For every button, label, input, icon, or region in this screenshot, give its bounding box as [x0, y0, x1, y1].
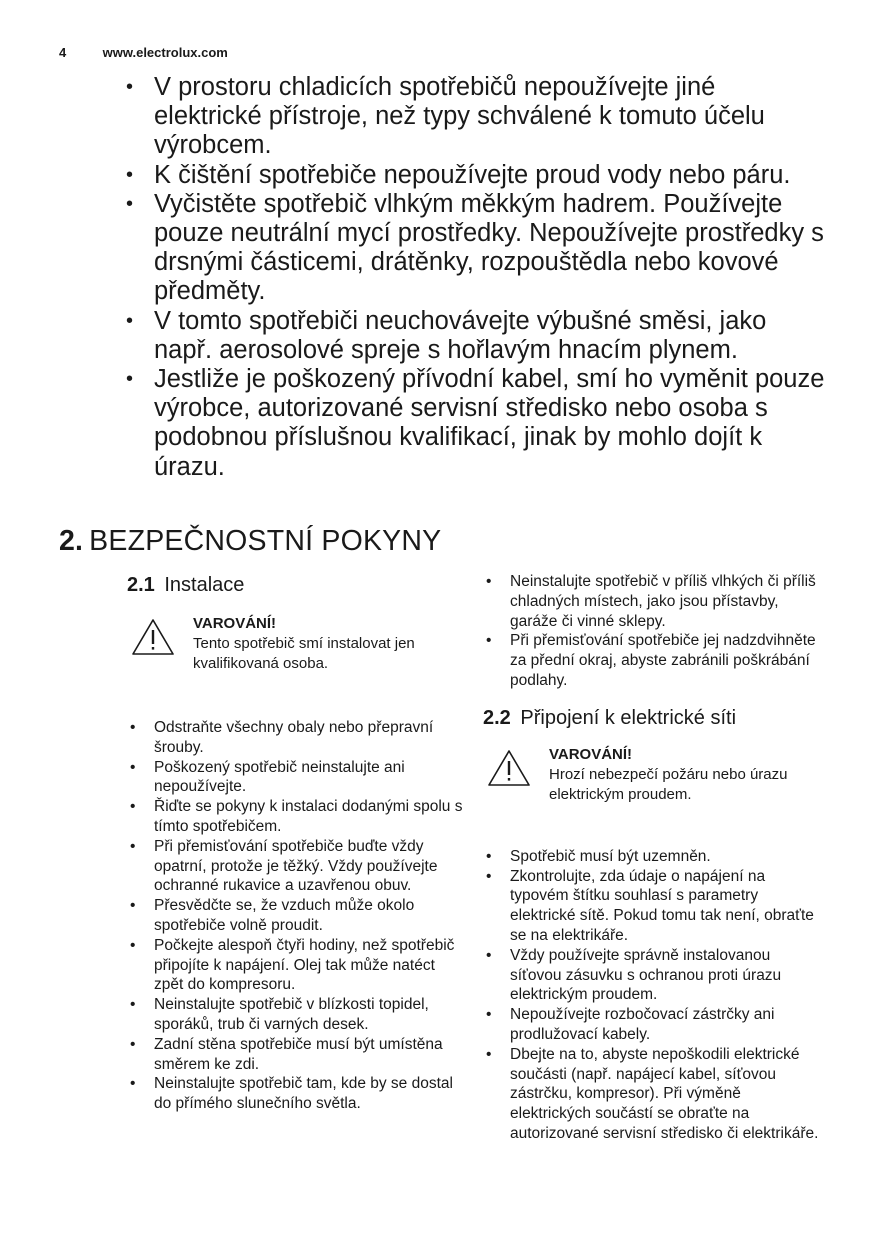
subsection-title-text: Připojení k elektrické síti [520, 706, 737, 729]
right-column [483, 572, 823, 1144]
subsection-number: 2.1 [127, 574, 155, 596]
list-item: • Zkontrolujte, zda údaje o napájení na typovém štítku souhlasí s parametry elektrické sítě. Pokud tomu tak není, obraťte se na elektrikáře. [483, 867, 823, 946]
list-item: • Při přemisťování spotřebiče jej nadzdvihněte za přední okraj, abyste zabránili poškrábání podlahy. [483, 631, 823, 690]
list-item: • Počkejte alespoň čtyři hodiny, než spotřebič připojíte k napájení. Olej tak může natéct zpět do kompresoru. [127, 936, 467, 995]
list-item: • V tomto spotřebiči neuchovávejte výbušné směsi, jako např. aerosolové spreje s hořlavým hnacím plynem. [126, 307, 826, 365]
subsection-number: 2.2 [483, 706, 511, 729]
installation-warning [127, 614, 467, 694]
warning-title: VAROVÁNÍ! [549, 745, 633, 763]
warning-title: VAROVÁNÍ! [193, 615, 277, 632]
warning-triangle-icon [131, 618, 175, 656]
list-item: • Dbejte na to, abyste nepoškodili elektrické součásti (např. napájecí kabel, síťovou zástrčku, kompresor). Při výměně elektrických součástí se obraťte na autorizované servisní středisko či elektrikáře. [483, 1045, 823, 1144]
electrical-list [483, 847, 823, 1144]
list-item: • Nepoužívejte rozbočovací zástrčky ani prodlužovací kabely. [483, 1005, 823, 1045]
list-item: • V prostoru chladicích spotřebičů nepoužívejte jiné elektrické přístroje, než typy schválené k tomuto účelu výrobcem. [126, 73, 826, 161]
list-item: • Vyčistěte spotřebič vlhkým měkkým hadrem. Používejte pouze neutrální mycí prostředky. Nepoužívejte prostředky s drsnými částicemi, drátěnky, rozpouštědla nebo kovové předměty. [126, 190, 826, 307]
subsection-electrical-title [483, 705, 823, 731]
section-title-text: BEZPEČNOSTNÍ POKYNY [89, 525, 442, 557]
subsection-title-text: Instalace [164, 574, 245, 596]
installation-list-continued [483, 572, 823, 691]
list-item: • Vždy používejte správně instalovanou síťovou zásuvku s ochranou proti úrazu elektrickým proudem. [483, 946, 823, 1005]
installation-list [127, 718, 467, 1114]
section-title [59, 525, 441, 558]
list-item: • Jestliže je poškozený přívodní kabel, smí ho vyměnit pouze výrobce, autorizované servisní středisko nebo osoba s podobnou příslušnou kvalifikací, jinak by mohlo dojít k úrazu. [126, 365, 826, 482]
warning-text: Tento spotřebič smí instalovat jen kvalifikovaná osoba. [193, 635, 415, 672]
list-item: • Neinstalujte spotřebič v příliš vlhkých či příliš chladných místech, jako jsou přístavby, garáže či vinné sklepy. [483, 572, 823, 631]
warning-triangle-icon [487, 749, 531, 787]
section-number: 2. [59, 525, 84, 557]
list-item: • Přesvědčte se, že vzduch může okolo spotřebiče volně proudit. [127, 896, 467, 936]
list-item: • Řiďte se pokyny k instalaci dodanými spolu s tímto spotřebičem. [127, 797, 467, 837]
page-header [59, 45, 228, 60]
page-number: 4 [59, 45, 67, 60]
list-item: • Při přemisťování spotřebiče buďte vždy opatrní, protože je těžký. Vždy používejte ochranné rukavice a uzavřenou obuv. [127, 837, 467, 896]
electrical-warning [483, 745, 823, 825]
safety-list-continued [126, 73, 826, 482]
list-item: • Neinstalujte spotřebič v blízkosti topidel, sporáků, trub či varných desek. [127, 995, 467, 1035]
list-item: • K čištění spotřebiče nepoužívejte proud vody nebo páru. [126, 161, 826, 190]
list-item: • Zadní stěna spotřebiče musí být umístěna směrem ke zdi. [127, 1035, 467, 1075]
list-item: • Odstraňte všechny obaly nebo přepravní šrouby. [127, 718, 467, 758]
website-url[interactable]: www.electrolux.com [102, 45, 228, 60]
warning-text: Hrozí nebezpečí požáru nebo úrazu elektrickým proudem. [549, 765, 788, 803]
subsection-installation-title [127, 572, 467, 598]
list-item: • Poškozený spotřebič neinstalujte ani nepoužívejte. [127, 758, 467, 798]
list-item: • Neinstalujte spotřebič tam, kde by se dostal do přímého slunečního světla. [127, 1074, 467, 1114]
left-column [127, 572, 467, 1114]
list-item: • Spotřebič musí být uzemněn. [483, 847, 823, 867]
